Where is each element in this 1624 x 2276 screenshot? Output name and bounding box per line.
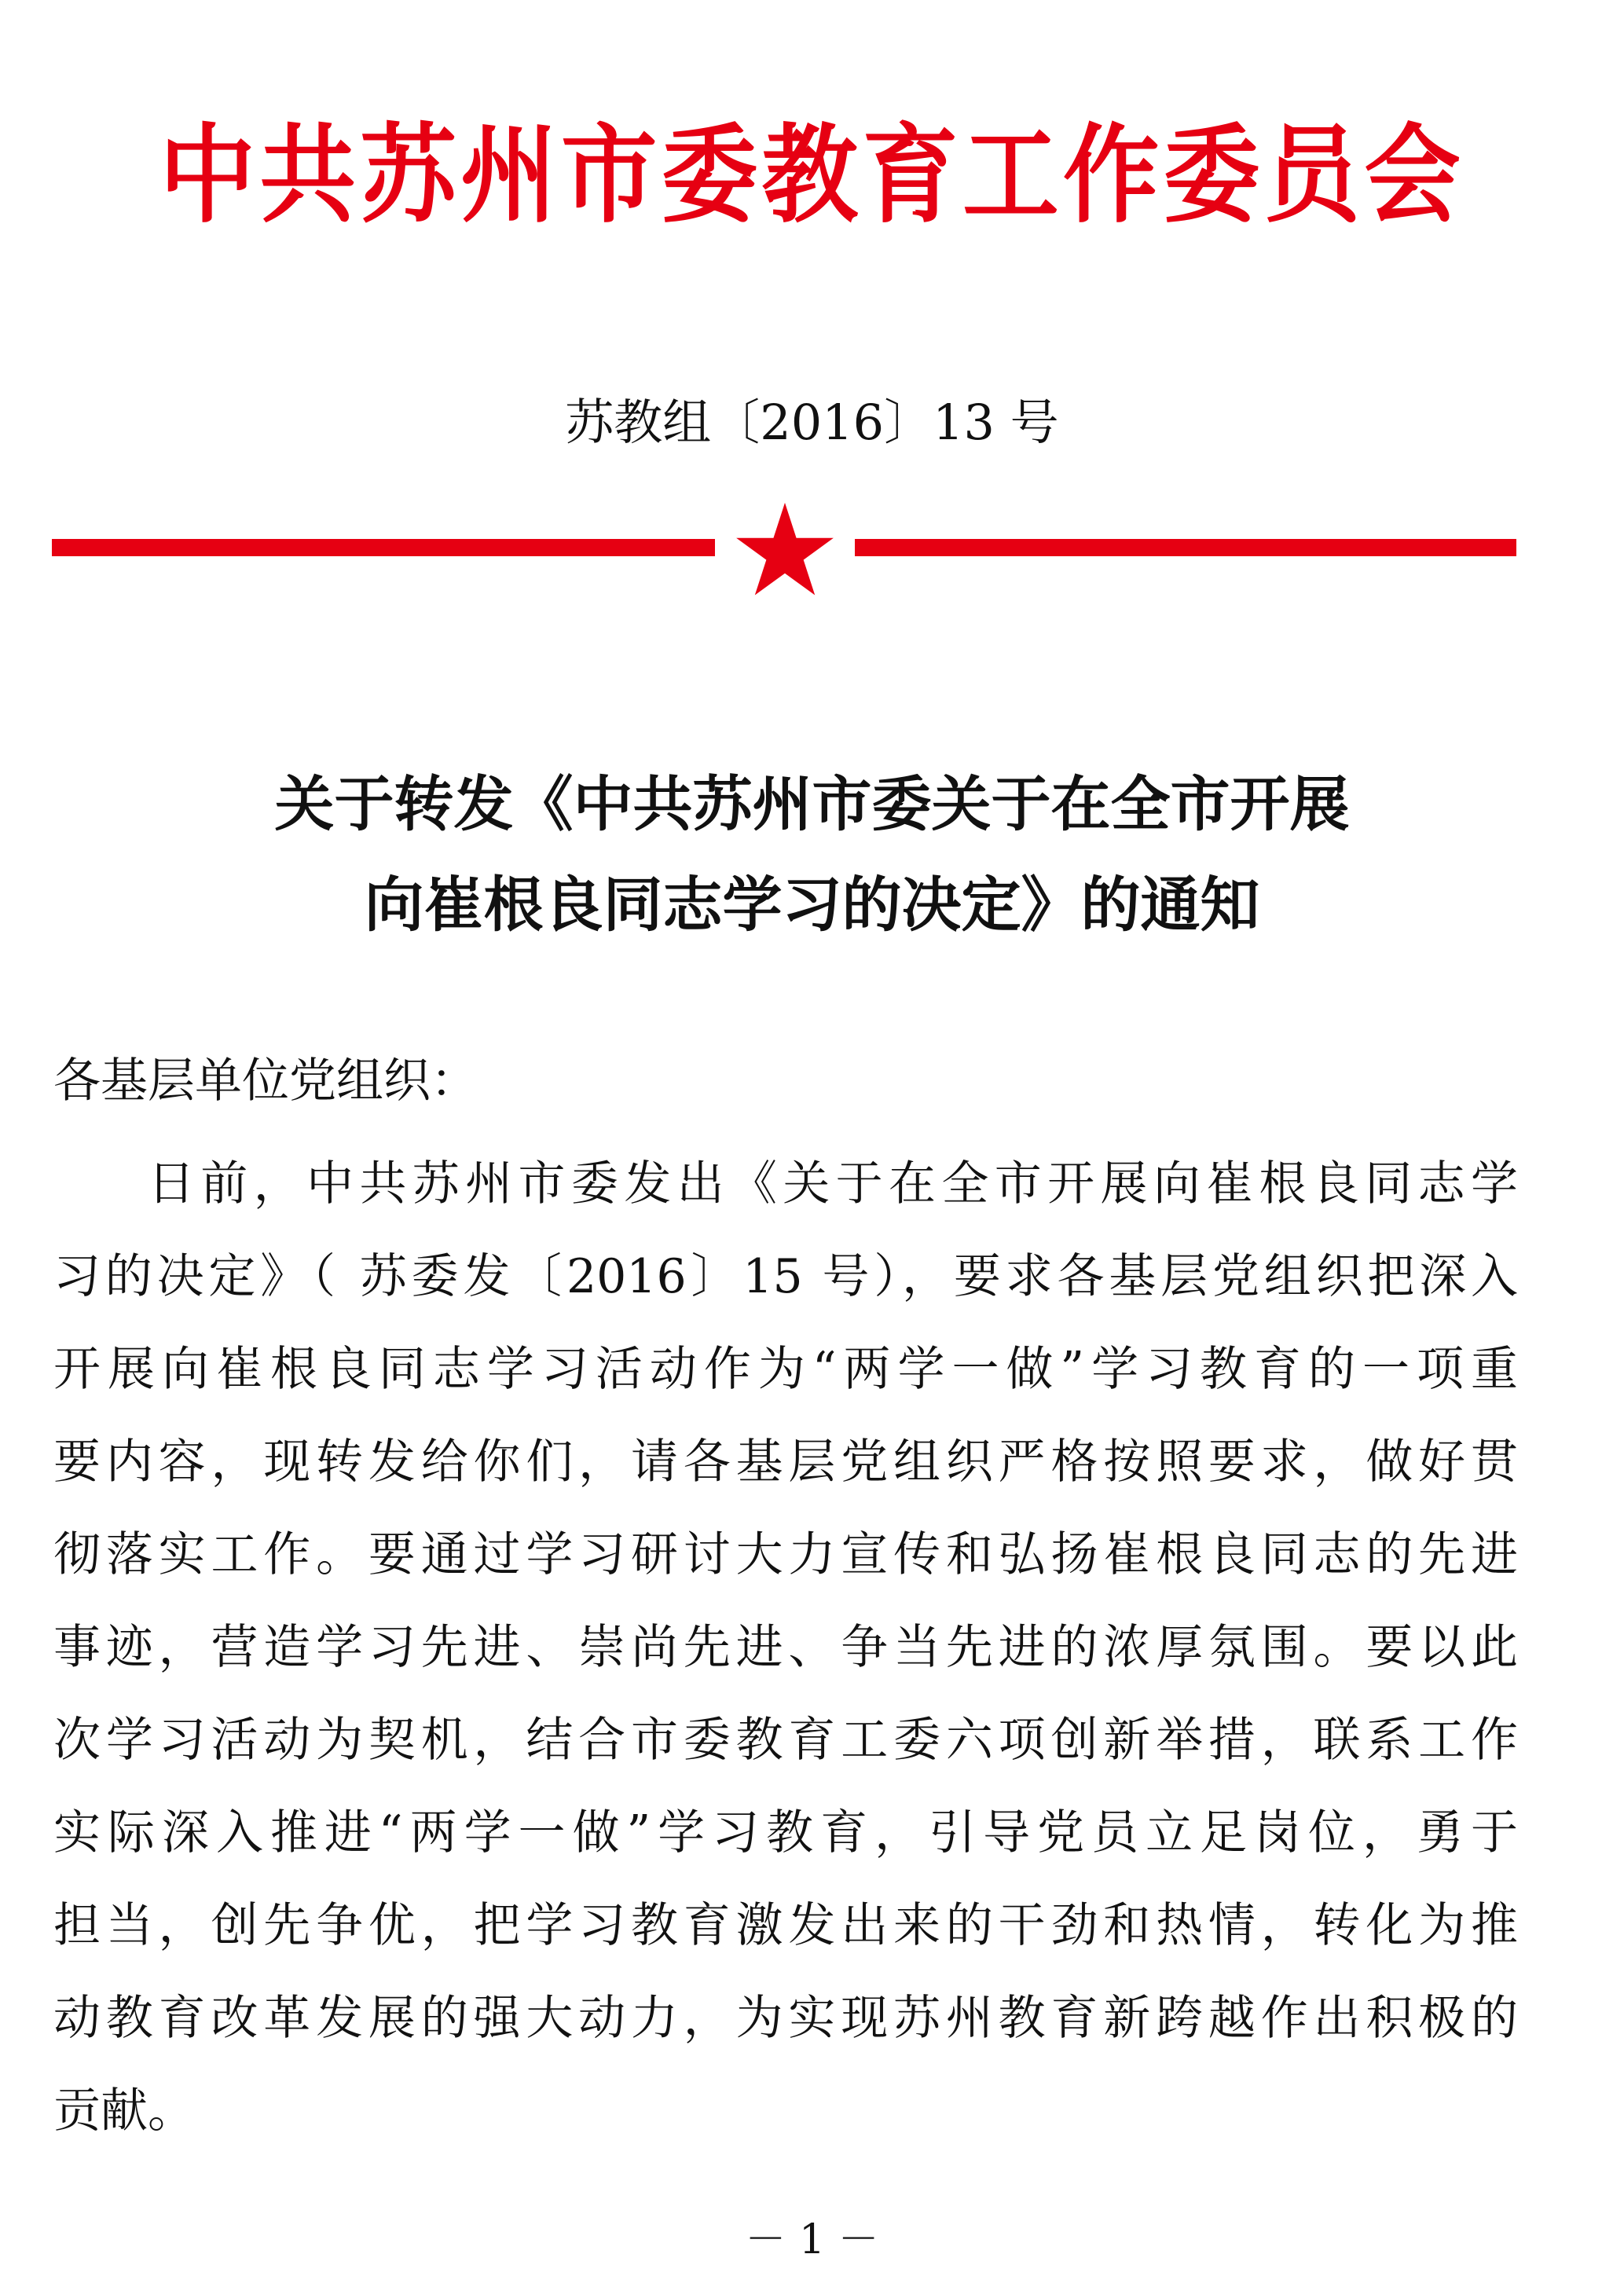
body-line: 要内容，现转发给你们，请各基层党组织严格按照要求，做好贯 [53,1435,1518,1490]
body-paragraph [53,1138,1518,2157]
body-line: 次学习活动为契机，结合市委教育工委六项创新举措，联系工作 [53,1713,1518,1768]
document-number: 苏教组〔2016〕13 号 [565,394,1059,451]
red-divider-left [52,539,715,556]
issuer-masthead: 中共苏州市委教育工作委员会 [159,112,1465,238]
salutation: 各基层单位党组织： [53,1054,478,1109]
body-line: 贡献。 [53,2084,195,2139]
body-line: 担当，创先争优，把学习教育激发出来的干劲和热情，转化为推 [53,1898,1518,1953]
page-number: － 1 － [745,2216,879,2263]
body-line: 习的决定》（ 苏委发〔2016〕15 号），要求各基层党组织把深入 [53,1249,1518,1304]
body-line: 开展向崔根良同志学习活动作为“两学一做”学习教育的一项重 [53,1342,1518,1397]
document-title [0,754,1624,955]
body-line: 实际深入推进“两学一做”学习教育，引导党员立足岗位，勇于 [53,1805,1518,1860]
red-star-icon [734,500,836,602]
body-line: 事迹，营造学习先进、崇尚先进、争当先进的浓厚氛围。要以此 [53,1620,1518,1675]
red-divider-right [855,539,1516,556]
title-line-2: 向崔根良同志学习的决定》的通知 [364,870,1260,940]
body-line: 彻落实工作。要通过学习研讨大力宣传和弘扬崔根良同志的先进 [53,1527,1518,1582]
body-line: 动教育改革发展的强大动力，为实现苏州教育新跨越作出积极的 [53,1991,1518,2046]
body-line: 日前，中共苏州市委发出《关于在全市开展向崔根良同志学 [148,1156,1518,1211]
title-line-1: 关于转发《中共苏州市委关于在全市开展 [274,769,1350,839]
